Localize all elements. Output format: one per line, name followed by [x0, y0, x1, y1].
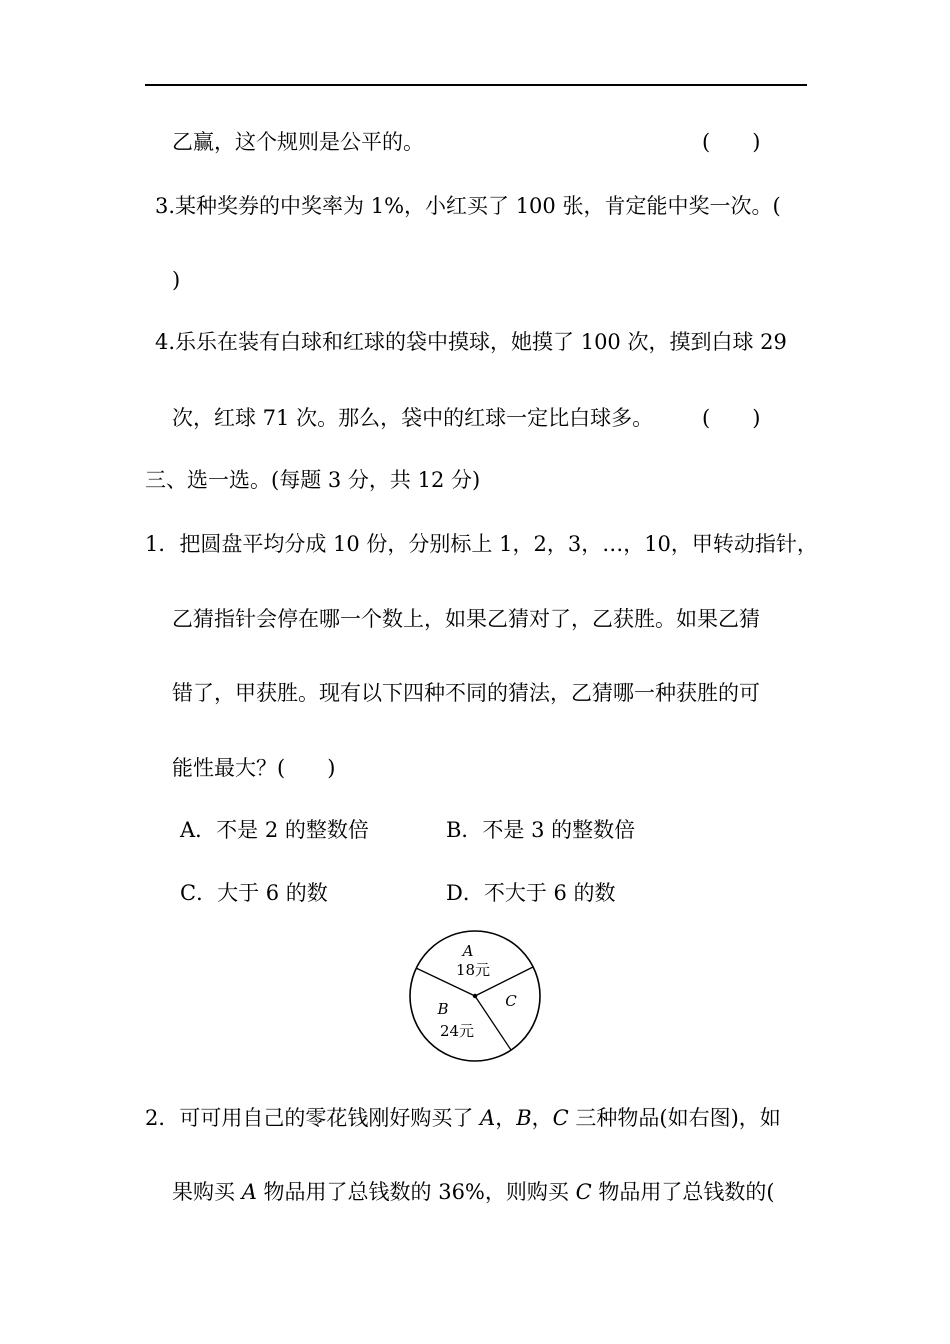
q2-line1-text-pre: 2．可可用自己的零花钱刚好购买了 [145, 1106, 481, 1130]
q2-var-b: B [516, 1106, 532, 1130]
tf-item2-continuation: 乙赢，这个规则是公平的。 [172, 130, 424, 154]
q2-line2-text-pre: 果购买 [172, 1180, 242, 1204]
q2-line1-text-post: 三种物品(如右图)，如 [568, 1106, 781, 1130]
q2-line2 [172, 1178, 775, 1206]
q2-line2-text-mid: 物品用了总钱数的 36%，则购买 [256, 1180, 576, 1204]
q1-option-a: A．不是 2 的整数倍 [180, 818, 369, 842]
sector-c-label: C [505, 992, 517, 1010]
q2-sep1: ， [495, 1106, 517, 1130]
center-dot [473, 994, 477, 998]
q2-line2-var-c: C [575, 1180, 592, 1204]
q1-line3: 错了，甲获胜。现有以下四种不同的猜法，乙猜哪一种获胜的可 [172, 681, 760, 705]
q1-line2: 乙猜指针会停在哪一个数上，如果乙猜对了，乙获胜。如果乙猜 [172, 607, 760, 631]
section3-heading: 三、选一选。(每题 3 分，共 12 分) [145, 468, 481, 492]
sector-a-label: A [462, 942, 474, 960]
tf-item2-answer-paren: ( ) [702, 130, 761, 154]
q2-line1 [145, 1104, 781, 1132]
q2-var-a: A [480, 1106, 496, 1130]
tf-item4-line2: 次，红球 71 次。那么，袋中的红球一定比白球多。 [172, 406, 654, 430]
tf-item3-line2: ) [172, 268, 181, 292]
header-rule [145, 84, 807, 86]
sector-b-value: 24元 [439, 1022, 475, 1040]
tf-item4-answer-paren: ( ) [702, 406, 761, 430]
spending-circle-diagram [405, 927, 545, 1067]
q2-sep2: ， [531, 1106, 553, 1130]
sector-b-label: B [437, 1000, 449, 1018]
q2-line2-var-a: A [241, 1180, 257, 1204]
q2-var-c: C [552, 1106, 569, 1130]
tf-item3-line1: 3.某种奖券的中奖率为 1%，小红买了 100 张，肯定能中奖一次。( [155, 194, 781, 218]
q2-line2-text-post: 物品用了总钱数的( [591, 1180, 775, 1204]
sector-a-value: 18元 [455, 961, 491, 979]
q1-option-b: B．不是 3 的整数倍 [446, 818, 636, 842]
q1-line1: 1．把圆盘平均分成 10 份，分别标上 1，2，3，…，10，甲转动指针， [145, 532, 818, 556]
q1-line4: 能性最大？( ) [172, 756, 336, 780]
q1-option-c: C．大于 6 的数 [180, 881, 328, 905]
tf-item4-line1: 4.乐乐在装有白球和红球的袋中摸球，她摸了 100 次，摸到白球 29 [155, 330, 787, 354]
q1-option-d: D．不大于 6 的数 [446, 881, 616, 905]
